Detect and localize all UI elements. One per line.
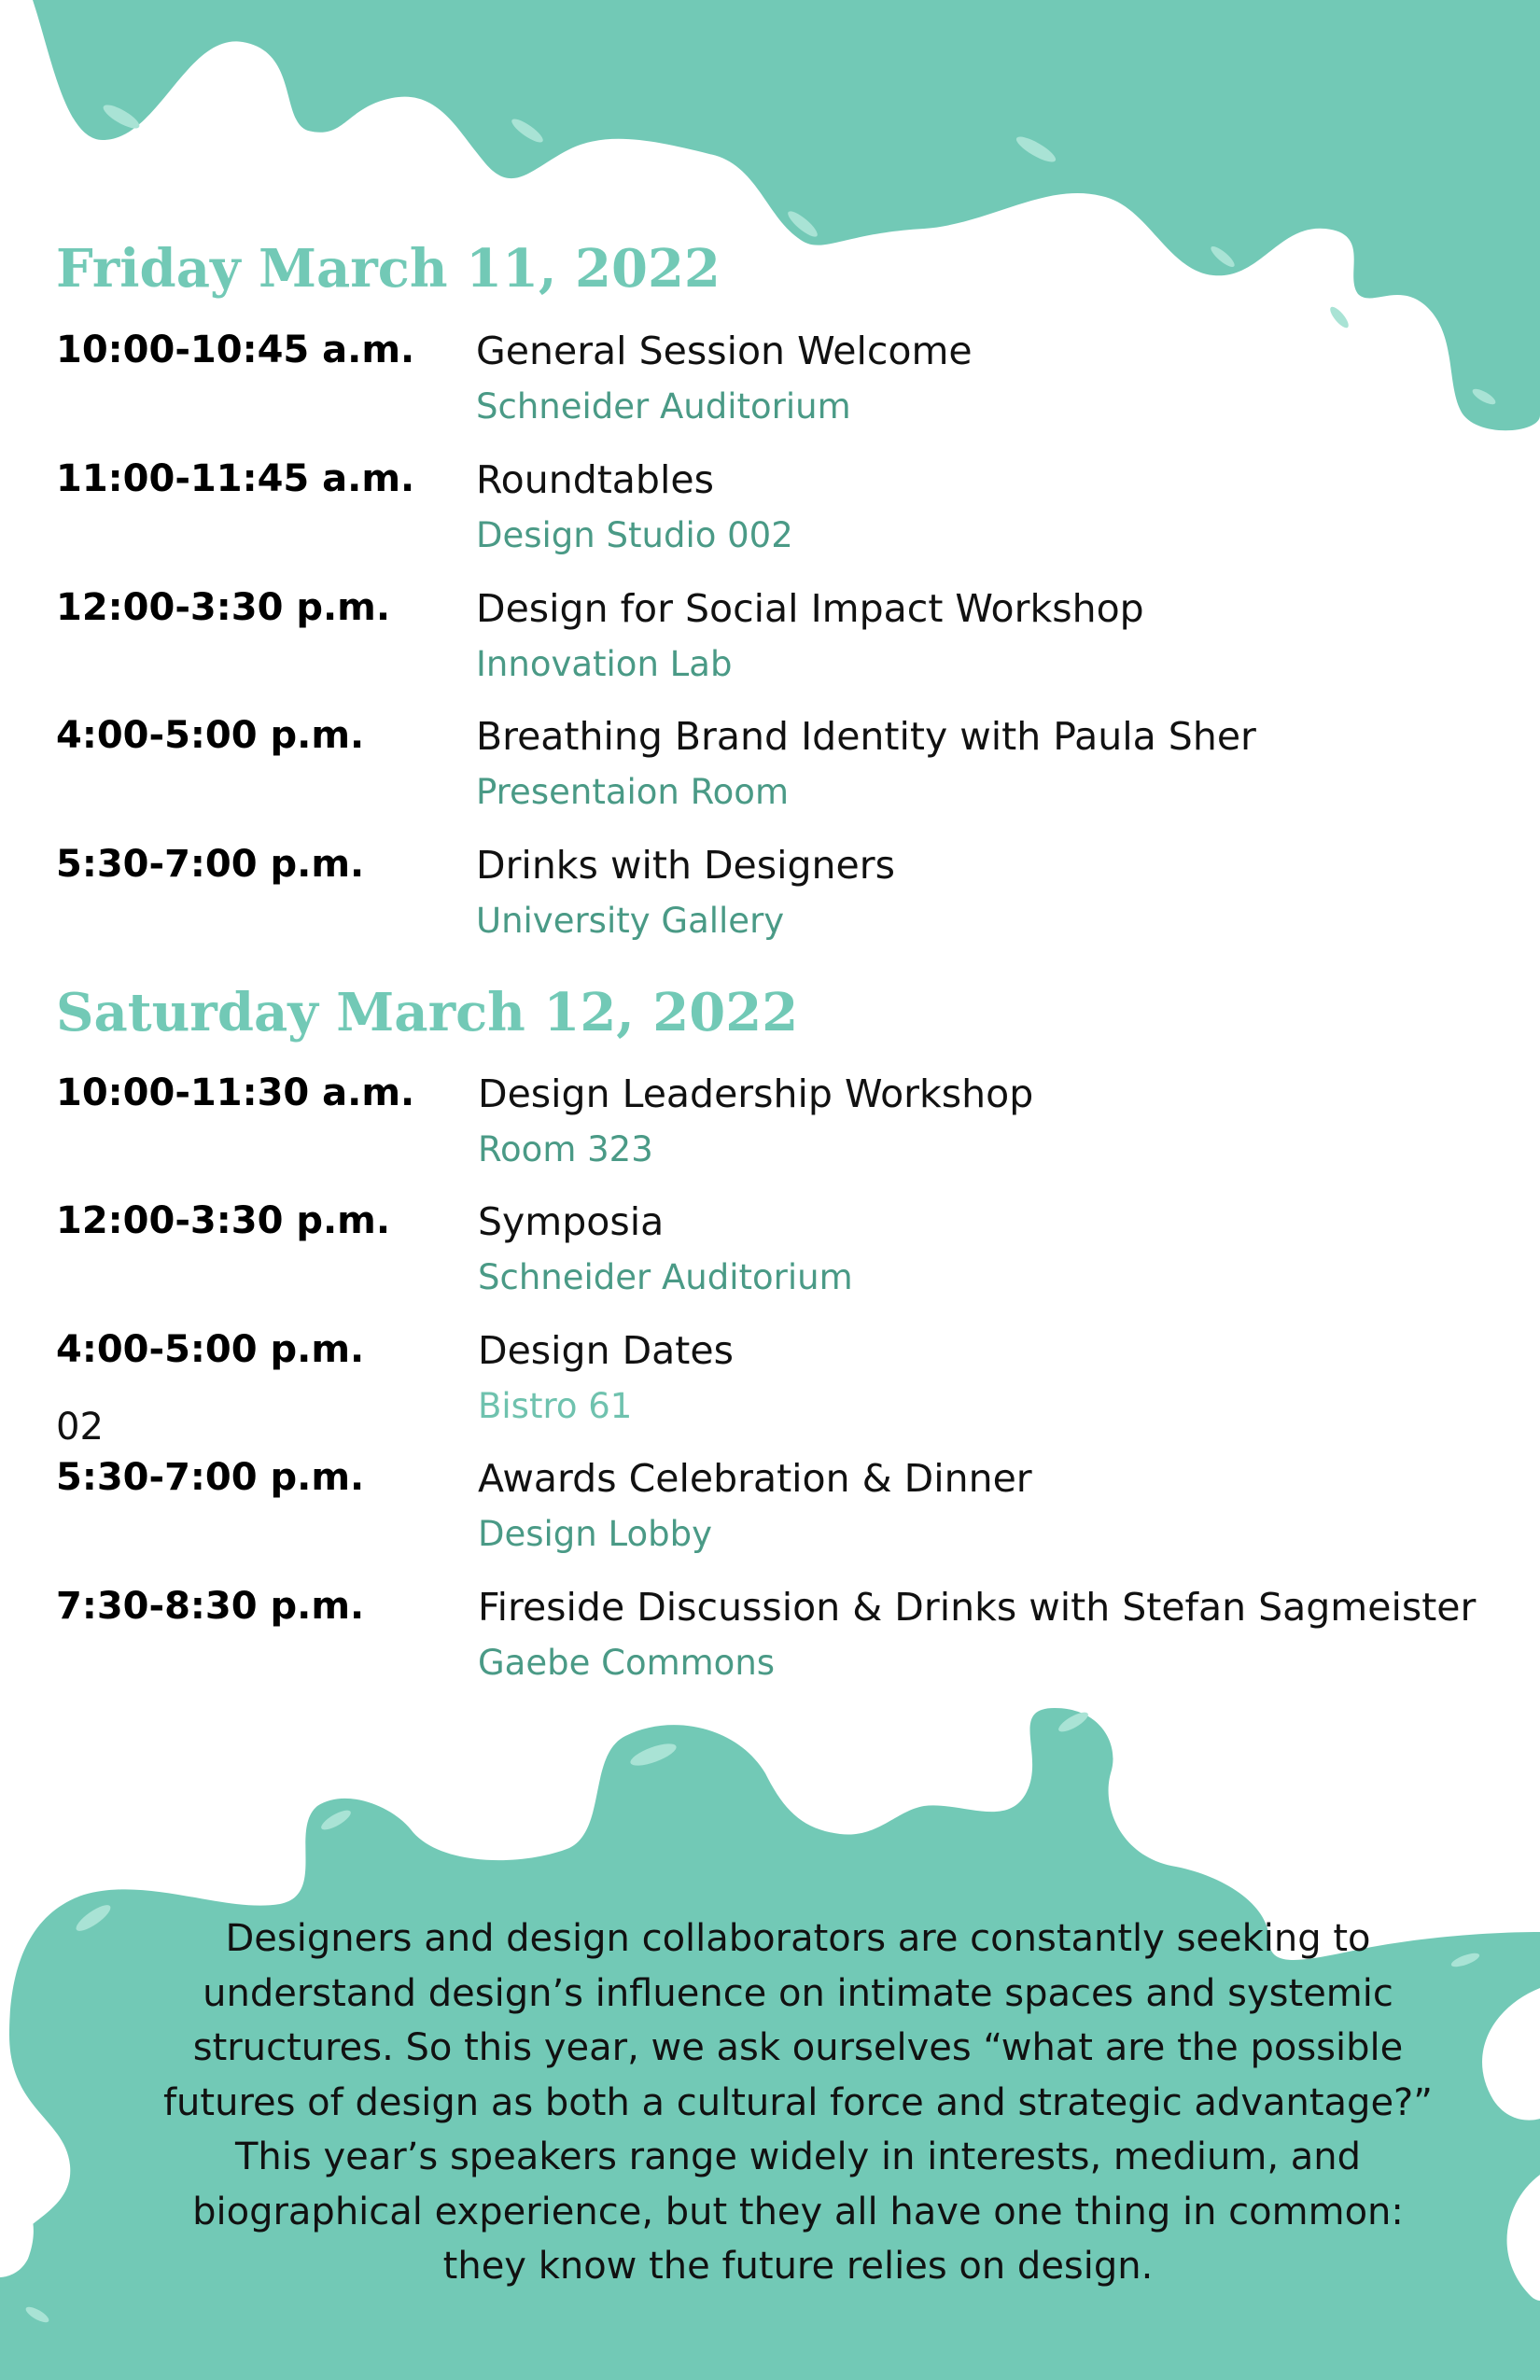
event-location: Schneider Auditorium xyxy=(478,1257,853,1297)
schedule-row xyxy=(56,1199,1512,1311)
event-time: 4:00-5:00 p.m. xyxy=(56,714,365,757)
schedule-row xyxy=(56,1328,1512,1440)
schedule-row xyxy=(56,714,1512,826)
event-location: Design Lobby xyxy=(478,1514,712,1554)
event-location: Gaebe Commons xyxy=(478,1643,776,1683)
event-time: 12:00-3:30 p.m. xyxy=(56,586,391,629)
event-title: Design Leadership Workshop xyxy=(478,1071,1034,1116)
day-title-friday: Friday March 11, 2022 xyxy=(56,238,721,300)
schedule-row xyxy=(56,457,1512,569)
event-title: Fireside Discussion & Drinks with Stefan Sagmeister xyxy=(478,1585,1477,1630)
event-time: 5:30-7:00 p.m. xyxy=(56,843,365,886)
event-time: 10:00-10:45 a.m. xyxy=(56,329,415,371)
event-time: 11:00-11:45 a.m. xyxy=(56,457,415,500)
event-title: Awards Celebration & Dinner xyxy=(478,1456,1032,1501)
event-time: 5:30-7:00 p.m. xyxy=(56,1456,365,1499)
schedule-row xyxy=(56,843,1512,955)
stray-page-number: 02 xyxy=(56,1406,104,1449)
schedule-row xyxy=(56,1456,1512,1568)
event-title: Drinks with Designers xyxy=(476,843,895,888)
event-location: Schneider Auditorium xyxy=(476,386,851,427)
event-description: Designers and design collaborators are constantly seeking to understand design’s influence on intimate spaces and systemic structures. So this year, we ask ourselves “what are the possible futures of design as both a cultural force and strategic advantage?” This year’s speakers range widely in interests, medium, and biographical experience, but they all have one thing in common: they know the future relies on design. xyxy=(162,1917,1434,2288)
event-title: General Session Welcome xyxy=(476,329,973,373)
event-location: Presentaion Room xyxy=(476,772,789,812)
event-location: Design Studio 002 xyxy=(476,515,793,555)
day-title-saturday: Saturday March 12, 2022 xyxy=(56,982,799,1043)
event-title: Design Dates xyxy=(478,1328,734,1373)
event-title: Design for Social Impact Workshop xyxy=(476,586,1144,631)
schedule-row xyxy=(56,586,1512,698)
event-location: Innovation Lab xyxy=(476,644,733,684)
event-title: Roundtables xyxy=(476,457,714,502)
event-location: Bistro 61 xyxy=(478,1386,633,1426)
event-time: 4:00-5:00 p.m. xyxy=(56,1328,365,1371)
event-time: 12:00-3:30 p.m. xyxy=(56,1199,391,1242)
event-time: 10:00-11:30 a.m. xyxy=(56,1071,415,1114)
schedule-row xyxy=(56,329,1512,441)
schedule-row xyxy=(56,1585,1512,1697)
event-time: 7:30-8:30 p.m. xyxy=(56,1585,365,1628)
event-title: Symposia xyxy=(478,1199,665,1244)
event-location: Room 323 xyxy=(478,1129,653,1169)
event-location: University Gallery xyxy=(476,901,785,941)
schedule-row xyxy=(56,1071,1512,1183)
event-title: Breathing Brand Identity with Paula Sher xyxy=(476,714,1256,759)
